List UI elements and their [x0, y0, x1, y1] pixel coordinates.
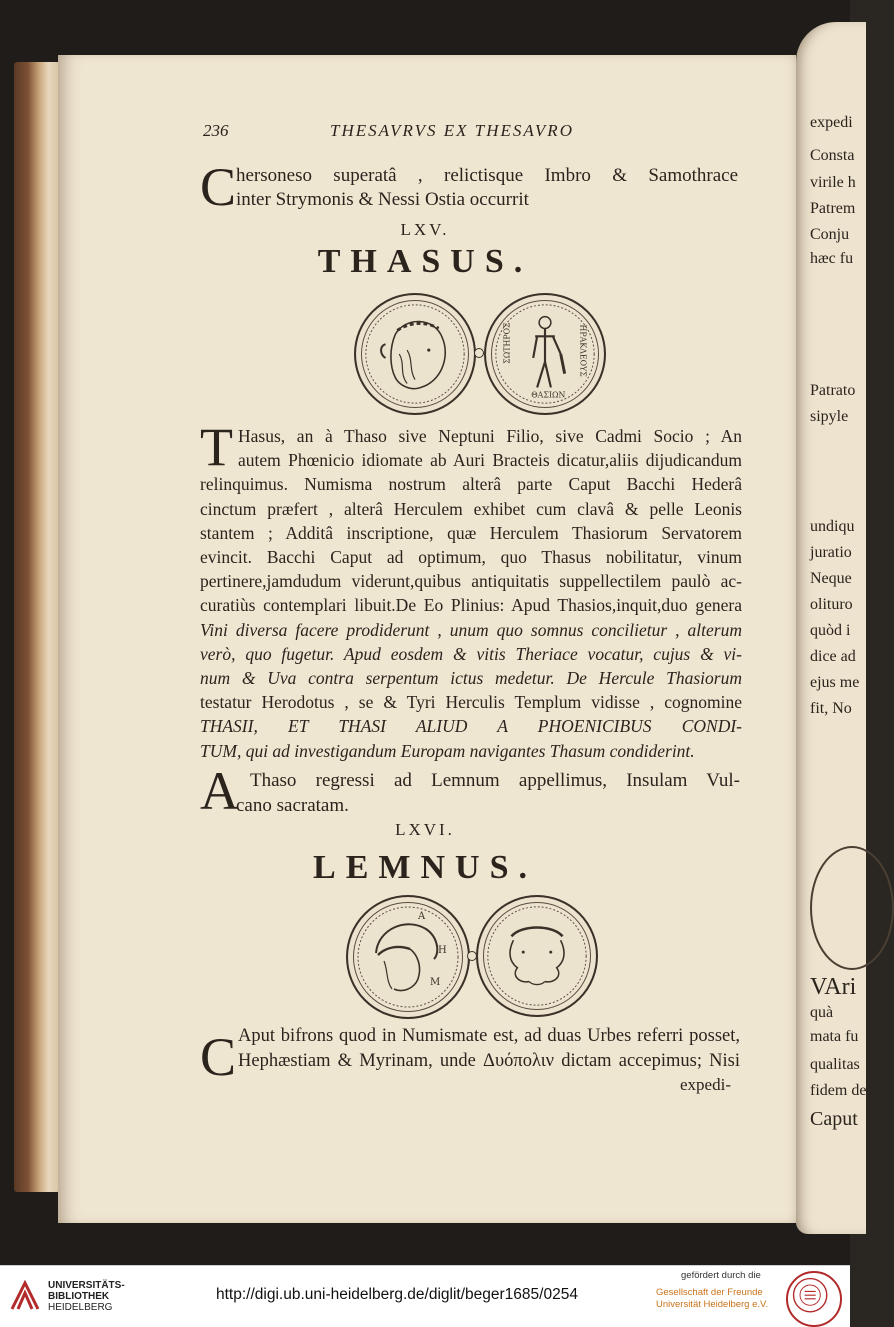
text-line: autem Phœnicio idiomate ab Auri Bracteis dicatur,aliis dijudicandum — [238, 450, 742, 471]
right-page-text: quà — [810, 1004, 834, 1021]
right-page-text: expedi — [810, 114, 853, 131]
intro-paragraph — [236, 164, 738, 212]
svg-text:Μ: Μ — [430, 977, 441, 988]
text-line: Vini diversa facere prodiderunt , unum quo somnus concilietur , alterum — [200, 619, 742, 640]
text-line: THASII, ET THASI ALIUD A PHOENICIBUS CONDI- — [200, 716, 742, 737]
wreathed-head-coin-icon — [354, 293, 476, 415]
university-library-logo-icon[interactable] — [10, 1279, 40, 1313]
section-numeral: LXV. — [400, 220, 450, 239]
section-heading: LEMNUS. — [313, 849, 537, 886]
library-name-line: HEIDELBERG — [48, 1302, 113, 1313]
right-page-text: mata fu — [810, 1028, 859, 1045]
running-title: THESAVRVS EX THESAVRO — [330, 121, 574, 140]
right-page-text: fidem de — [810, 1082, 867, 1099]
library-name[interactable] — [48, 1280, 125, 1313]
text-line: verò, quo fugetur. Apud eosdem & vitis Theriace vocatur, cujus & vi- — [200, 643, 742, 664]
sponsor-line: Universität Heidelberg e.V. — [656, 1299, 769, 1310]
sponsor-line: Gesellschaft der Freunde — [656, 1287, 763, 1298]
text-line: curatiùs contemplari libuit.De Eo Plinius: Apud Thasios,inquit,duo genera — [200, 595, 742, 616]
janiform-head-coin-icon — [476, 895, 598, 1017]
text-line: cano sacratam. — [236, 795, 349, 816]
right-page-text: Conju — [810, 226, 850, 243]
right-page-text: Neque — [810, 570, 852, 587]
text-line: pertinere,jamdudum viderunt,quibus antiquitatis suppellectilem paulò ac- — [200, 571, 742, 592]
drop-cap: C — [200, 1027, 237, 1087]
right-page-text: juratio — [810, 544, 852, 561]
drop-cap: T — [200, 417, 233, 477]
page-number: 236 — [203, 121, 229, 140]
sponsor-intro: gefördert durch die — [681, 1270, 761, 1281]
text-line: Hasus, an à Thaso sive Neptuni Filio, sive Cadmi Socio ; An — [238, 426, 742, 446]
university-seal-icon[interactable] — [786, 1271, 842, 1327]
helmeted-head-coin-icon — [346, 895, 470, 1019]
svg-text:Α: Α — [418, 911, 426, 922]
right-page-text: sipyle — [810, 408, 849, 425]
coin-link-icon — [474, 348, 484, 358]
right-page-text: Caput — [810, 1108, 858, 1130]
text-line: inter Strymonis & Nessi Ostia occurrit — [236, 189, 529, 210]
text-line: testatur Herodotus , se & Tyri Herculis Templum vidisse , cognomine — [200, 692, 742, 713]
right-page-text: qualitas — [810, 1056, 860, 1073]
section-numeral: LXVI. — [395, 820, 455, 839]
library-name-line: BIBLIOTHEK — [48, 1291, 110, 1302]
svg-text:ΘΑΣΙΩΝ: ΘΑΣΙΩΝ — [531, 390, 566, 400]
text-line: TUM, qui ad investigandum Europam navigantes Thasum condiderint. — [200, 740, 695, 761]
right-page-text: Patrem — [810, 200, 856, 217]
library-name-line: UNIVERSITÄTS- — [48, 1280, 125, 1291]
text-line: Thaso regressi ad Lemnum appellimus, Insulam Vul- — [250, 770, 740, 791]
sponsor-name[interactable] — [656, 1287, 768, 1311]
caput-bifrons-paragraph — [238, 1024, 740, 1074]
right-page-text: ejus me — [810, 674, 860, 691]
drop-cap: C — [200, 157, 237, 217]
heracles-coin-icon — [484, 293, 606, 415]
right-page-text: quòd i — [810, 622, 851, 639]
right-page-fragment — [796, 22, 866, 1234]
svg-text:Η: Η — [438, 945, 447, 956]
catchword: expedi- — [680, 1075, 731, 1094]
text-line: num & Uva contra serpentum ictus medetur. De Hercule Thasiorum — [200, 668, 742, 689]
svg-text:ΣΩΤΗΡΟΣ: ΣΩΤΗΡΟΣ — [502, 322, 512, 364]
text-line: Hephæstiam & Myrinam, unde Δυόπολιν dictam accepimus; Nisi — [238, 1051, 740, 1071]
right-page-text: undiqu — [810, 518, 855, 535]
right-page-text: Patrato — [810, 382, 856, 399]
right-page-text: olituro — [810, 596, 853, 613]
section-heading: THASUS. — [317, 243, 533, 280]
right-page-text: fit, No — [810, 700, 852, 717]
right-page-text: hæc fu — [810, 250, 854, 267]
svg-text:ΗΡΑΚΛΕΟΥΣ: ΗΡΑΚΛΕΟΥΣ — [578, 324, 588, 377]
text-line: Aput bifrons quod in Numismate est, ad duas Urbes referri posset, — [238, 1026, 740, 1046]
viewer-footer — [0, 1265, 850, 1327]
right-page-text: VAri — [810, 974, 857, 1000]
thasus-paragraph — [200, 424, 742, 763]
text-line: cinctum præfert , alterâ Herculem exhibet cum clavâ & pelle Leonis — [200, 498, 742, 519]
text-line: relinquimus. Numisma nostrum alterâ parte Caput Bacchi Hederâ — [200, 474, 742, 495]
text-line: hersoneso superatâ , relictisque Imbro & Samothrace — [236, 165, 738, 186]
text-line: evincit. Bacchi Caput ad optimum, quo Thasus nobilitatur, vinum — [200, 547, 742, 568]
drop-cap: A — [200, 761, 239, 821]
permalink[interactable]: http://digi.ub.uni-heidelberg.de/diglit/beger1685/0254 — [216, 1286, 578, 1303]
right-page-text: Consta — [810, 147, 855, 164]
right-page-text: virile h — [810, 174, 856, 191]
right-page-text: dice ad — [810, 648, 856, 665]
lemnus-intro-paragraph — [236, 768, 740, 818]
text-line: stantem ; Additâ inscriptione, quæ Herculem Thasiorum Servatorem — [200, 522, 742, 543]
